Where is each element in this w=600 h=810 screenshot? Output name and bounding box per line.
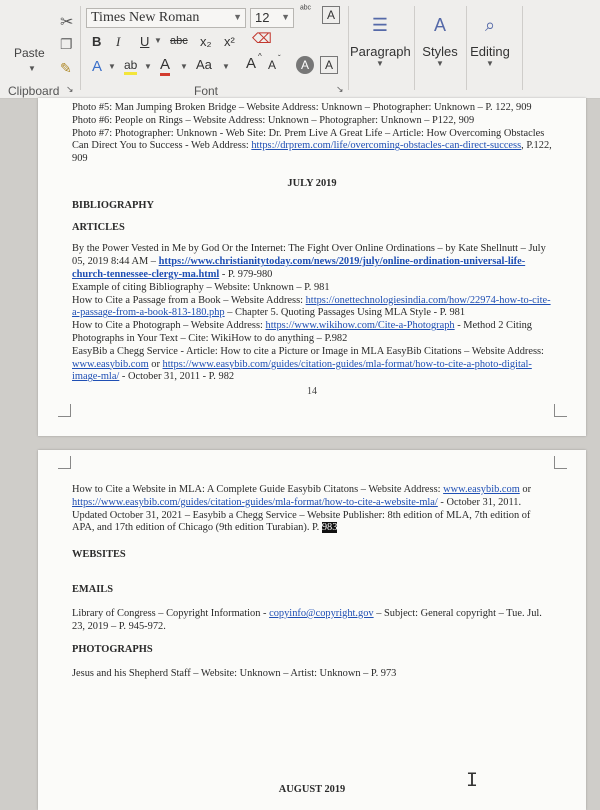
chevron-down-icon[interactable]: ▼ (233, 12, 242, 22)
paragraph-icon: ☰ (371, 15, 389, 35)
bold-button[interactable]: B (92, 34, 102, 49)
paragraph-button[interactable] (350, 6, 410, 76)
bibliography-entry (72, 243, 552, 281)
selected-text[interactable]: 983 (321, 522, 338, 534)
entry-text: How to Cite a Photograph – Website Address: (72, 320, 266, 332)
bibliography-entry: Example of citing Bibliography – Website: Unknown – P. 981 (72, 281, 330, 293)
margin-corner-mark (554, 404, 567, 417)
email-link[interactable]: copyinfo@copyright.gov (269, 607, 374, 619)
entry-link[interactable]: https://www.wikihow.com/Cite-a-Photograph (265, 320, 455, 332)
font-name-value: Times New Roman (91, 10, 200, 25)
ribbon (0, 0, 600, 99)
websites-heading: WEBSITES (72, 549, 126, 561)
divider (80, 6, 81, 90)
bibliography-heading: BIBLIOGRAPHY (72, 199, 154, 211)
search-icon: ⌕ (484, 15, 496, 35)
underline-button[interactable]: U (140, 34, 150, 49)
entry-text: How to Cite a Passage from a Book – Website Address: (72, 294, 306, 306)
divider (348, 6, 349, 90)
email-entry (72, 608, 552, 634)
chevron-down-icon[interactable]: ▼ (108, 62, 116, 71)
copy-icon[interactable]: ❐ (60, 36, 73, 52)
photo-line: Photo #6: People on Rings – Website Address: Unknown – Photographer: Unknown – P122, 909 (72, 114, 475, 126)
styles-label: Styles (422, 44, 458, 59)
format-painter-icon[interactable]: ✎ (60, 60, 72, 76)
articles-heading: ARTICLES (72, 221, 125, 233)
margin-corner-mark (554, 456, 567, 469)
month-heading: AUGUST 2019 (278, 784, 346, 795)
margin-corner-mark (58, 404, 71, 417)
entry-tail: - P. 979-980 (219, 268, 273, 280)
clipboard-group-label: Clipboard (8, 84, 60, 98)
font-color-button[interactable]: A (160, 56, 170, 76)
chevron-down-icon: ▼ (376, 59, 384, 68)
photo-text: Photo #7: Photographer: Unknown - Web Site: Dr. Prem Live A Great Life – Article: How Overcoming Obstacles Can Direct You to Success - Web Address: (72, 127, 545, 152)
font-launcher-icon[interactable]: ↘ (336, 84, 344, 94)
entry-tail: – Chapter 5. Quoting Passages Using MLA Style - P. 981 (224, 307, 466, 319)
enclose-characters-icon[interactable]: A (296, 56, 314, 74)
clipboard-group (6, 4, 76, 84)
font-size-value: 12 (255, 10, 270, 25)
shrink-font-button[interactable]: A (268, 58, 277, 72)
font-name-box[interactable] (86, 8, 246, 28)
text-cursor-icon: I (466, 770, 479, 793)
photo-line: Photo #5: Man Jumping Broken Bridge – Website Address: Unknown – Photographer: Unknown – P. 122, 909 (72, 102, 532, 113)
styles-icon: A (433, 15, 446, 35)
entry-text: How to Cite a Website in MLA: A Complete Guide Easybib Citatons – Website Address: (72, 484, 444, 495)
entry-mid: or (519, 484, 532, 495)
entry-tail: – Subject: General copyright – Tue. Jul. 23, 2019 – P. 945-972. (72, 607, 542, 632)
paragraph-label: Paragraph (350, 44, 411, 59)
page-number: 14 (307, 386, 317, 397)
spelling-icon[interactable]: ᵃᵇᶜ (300, 4, 312, 15)
entry-text: Library of Congress – Copyright Information - (72, 607, 270, 619)
photo-entry: Jesus and his Shepherd Staff – Website: Unknown – Artist: Unknown – P. 973 (72, 668, 397, 680)
entry-link[interactable]: www.easybib.com (443, 484, 520, 495)
caret-up-icon: ^ (258, 52, 262, 61)
character-border-icon[interactable]: A (322, 6, 340, 24)
chevron-down-icon[interactable]: ▼ (154, 36, 162, 45)
italic-button[interactable]: I (116, 34, 121, 49)
superscript-button[interactable]: x² (224, 34, 235, 49)
entry-tail: - October 31, 2011 - P. 982 (119, 371, 235, 383)
bibliography-entry (72, 295, 552, 321)
entry-tail: - Method 2 Citing Photographs in Your Text – Cite: WikiHow to do anything – P.982 (72, 320, 532, 344)
photo-tail: , P.122, 909 (72, 140, 552, 165)
entry-link[interactable]: https://www.easybib.com/guides/citation-guides/mla-format/how-to-cite-a-website-mla/ (72, 496, 438, 508)
subscript-button[interactable]: x₂ (200, 34, 212, 49)
bibliography-entry (72, 346, 552, 384)
emails-heading: EMAILS (72, 583, 113, 595)
entry-mid: or (148, 358, 163, 370)
entry-link[interactable]: https://www.christianitytoday.com/news/2019/july/online-ordination-universal-life-church-tennessee-clergy-ma.html (72, 256, 526, 280)
chevron-down-icon[interactable]: ▼ (180, 62, 188, 71)
bibliography-entry (72, 320, 552, 346)
entry-text: By the Power Vested in Me by God Or the Internet: The Fight Over Online Ordinations – by Kate Shellnutt – July 05, 2019 8:44 AM – (72, 243, 546, 268)
cut-icon[interactable]: ✂ (60, 14, 74, 31)
bibliography-entry (72, 484, 552, 535)
paste-button[interactable]: Paste (14, 46, 45, 60)
page2-body[interactable] (72, 484, 552, 681)
document-page-14[interactable] (38, 98, 586, 436)
grow-font-button[interactable]: A (246, 55, 257, 72)
entry-link[interactable]: https://www.easybib.com/guides/citation-guides/mla-format/how-to-cite-a-photo-digital-image-mla/ (72, 358, 532, 383)
photographs-heading: PHOTOGRAPHS (72, 644, 153, 656)
entry-text: EasyBib a Chegg Service - Article: How to cite a Picture or Image in MLA EasyBib Citations – Website Address: (72, 345, 544, 357)
document-page-15[interactable] (38, 450, 586, 810)
chevron-down-icon[interactable]: ▼ (144, 62, 152, 71)
highlight-color-button[interactable]: ab (124, 58, 137, 75)
page1-body[interactable] (72, 102, 552, 384)
editing-label: Editing (470, 44, 510, 59)
editing-button[interactable] (460, 6, 520, 76)
chevron-down-icon: ▼ (486, 59, 494, 68)
divider (522, 6, 523, 90)
entry-link[interactable]: https://onettechnologiesindia.com/how/22974-how-to-cite-a-passage-from-a-book-813-180.php (72, 294, 551, 319)
change-case-button[interactable]: Aa (196, 57, 212, 72)
paste-dropdown-icon[interactable]: ▼ (28, 64, 36, 73)
text-effects-button[interactable]: A (92, 58, 103, 75)
chevron-down-icon[interactable]: ▼ (281, 12, 290, 22)
font-group-label: Font (194, 84, 219, 98)
entry-link[interactable]: www.easybib.com (72, 358, 149, 370)
entry-tail: - October 31, 2011. Updated October 31, 2021 – Easybib a Chegg Service – Website Publisher: 8th edition of MLA, 7th edition of APA, and 17th edition of Chicago (9th edition Turabian). P. (72, 496, 531, 534)
strikethrough-button[interactable]: abc (170, 35, 188, 47)
clear-formatting-icon[interactable]: ⌫ (252, 30, 272, 46)
caret-down-icon: ˇ (278, 54, 281, 63)
character-shading-icon[interactable]: A (320, 56, 338, 74)
month-heading: JULY 2019 (287, 177, 337, 189)
margin-corner-mark (58, 456, 71, 469)
clipboard-launcher-icon[interactable]: ↘ (66, 84, 74, 94)
photo-link[interactable]: https://drprem.com/life/overcoming-obstacles-can-direct-success (251, 140, 522, 152)
photo-line (72, 128, 552, 166)
font-size-box[interactable] (250, 8, 294, 28)
chevron-down-icon[interactable]: ▼ (222, 62, 230, 71)
chevron-down-icon: ▼ (436, 59, 444, 68)
